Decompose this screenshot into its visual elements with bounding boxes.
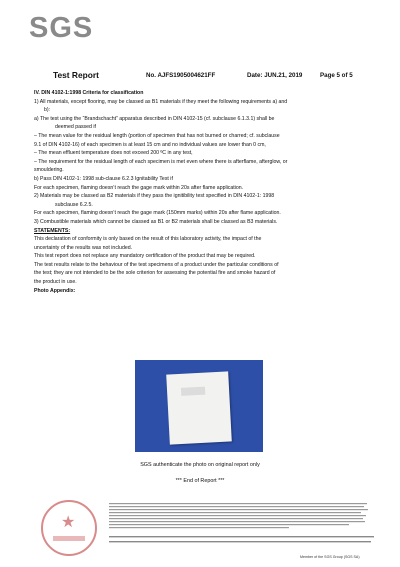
criteria-line: For each specimen, flaming doesn’t reach the gage mark within 20s after flame application. (34, 184, 244, 191)
statement-line: This declaration of conformity is only based on the result of this laboratory activity, the impact of the (34, 236, 262, 243)
criteria-line: 2) Materials may be classed as B2 materials if they pass the ignitibility test specified in DIN 4102-1: 1998 (34, 193, 275, 200)
address-lines (109, 535, 379, 547)
sample-label (181, 387, 205, 396)
member-statement: Member of the SGS Group (SGS SA) (300, 555, 360, 559)
report-date: Date: JUN.21, 2019 (247, 72, 303, 79)
criteria-line: b): (44, 107, 51, 114)
criteria-line: b) Pass DIN 4102-1: 1998 sub-clause 6.2.3 Ignitability Test if (34, 175, 173, 182)
report-body (34, 89, 372, 295)
specimen-photo (135, 360, 263, 452)
statement-line: The test results relate to the behaviour of the test specimens of a product under the particular conditions of (34, 261, 279, 268)
report-number: No. AJFS1905004621FF (146, 72, 216, 79)
criteria-line: For each specimen, flaming doesn’t reach the gage mark (150mm marks) within 20s after flame application. (34, 210, 281, 217)
sgs-logo: SGS (29, 12, 94, 44)
criteria-line: deemed passed if (55, 124, 96, 131)
criteria-line: – The mean effluent temperature does not exceed 200 ºC in any test, (34, 150, 193, 157)
report-header (0, 71, 400, 85)
company-address (109, 535, 379, 548)
criteria-line: subclause 6.2.5. (55, 201, 93, 208)
criteria-line: 1) All materials, except flooring, may be classed as B1 materials if they meet the following requirements a) and (34, 98, 288, 105)
legal-fine-print (109, 502, 369, 533)
statements-heading: STATEMENTS: (34, 227, 71, 234)
page-number: Page 5 of 5 (320, 72, 353, 79)
criteria-line: 3) Combustible materials which cannot be classed as B1 or B2 materials shall be classed as B3 materials. (34, 218, 278, 225)
criteria-line: – The requirement for the residual length of each specimen is met even where there is afterflame, afterglow, or (34, 158, 288, 165)
criteria-line: – The mean value for the residual length (portion of specimen that has not burned or charred; cf. subclause (34, 132, 280, 139)
photo-caption: SGS authenticate the photo on original report only (140, 462, 260, 468)
statement-line: the test; they are not intended to be the sole criterion for assessing the potential fire and smoke hazard of (34, 270, 276, 277)
report-title: Test Report (53, 70, 99, 80)
company-seal (41, 500, 97, 556)
fine-print-lines (109, 502, 369, 532)
photo-heading: Photo Appendix: (34, 287, 76, 294)
seal-star-icon: ★ (61, 514, 76, 531)
statement-line: the product in use. (34, 279, 77, 286)
end-of-report: *** End of Report *** (175, 478, 225, 484)
seal-text-band (53, 536, 85, 541)
sample-bag (166, 371, 232, 444)
statement-line: This test report does not replace any mandatory certification of the product that may be required. (34, 253, 256, 260)
criteria-line: a) The test using the “Brandschacht” apparatus described in DIN 4102-15 (cf. subclause 6.1.3.1) shall be (34, 115, 275, 122)
section-heading: IV. DIN 4102-1:1998 Criteria for classification (34, 90, 144, 96)
criteria-line: smouldering. (34, 167, 64, 174)
criteria-line: 9.1 of DIN 4102-16) of each specimen is at least 15 cm and no individual values are lower than 0 cm, (34, 141, 266, 148)
statement-line: uncertainty of the results was not included. (34, 244, 133, 251)
